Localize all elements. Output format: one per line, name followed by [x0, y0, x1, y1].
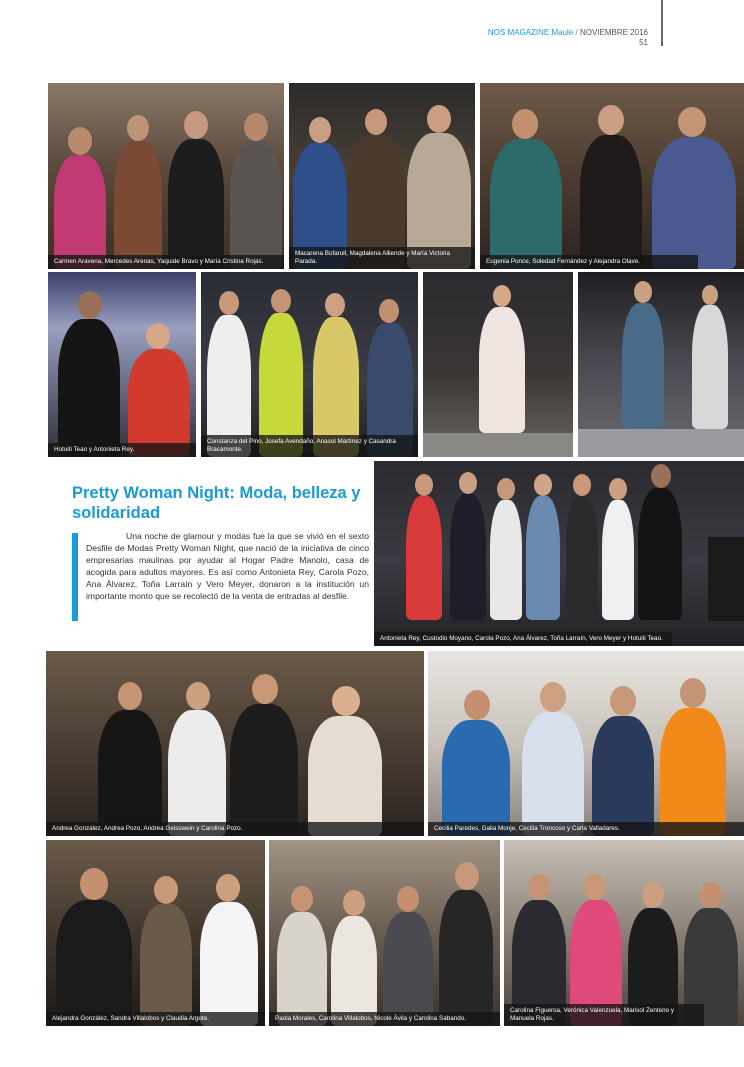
photo-caption: Eugenia Ponce, Soledad Fernández y Alejandra Olave.: [480, 255, 698, 269]
header-separator: /: [575, 28, 578, 37]
photo-6: [423, 272, 573, 457]
page-number: 51: [639, 38, 648, 47]
page-header: [488, 28, 648, 48]
photo-13: [504, 840, 744, 1026]
accent-bar: [72, 533, 78, 621]
photo-9: [46, 651, 424, 836]
article-body: Una noche de glamour y modas fue la que se vivió en el sexto Desfile de Modas Pretty Woman Night, que nació de la iniciativa de cinco empresarias maulinas por ayudar al Hogar Padre Manolo, casa de acogida para adultos mayores. Es así como Antonieta Rey, Carola Pozo, Ana Álvarez, Toña Larraín y Vero Meyer, donaron a la institución un importante monto que se recolectó de la venta de entradas al desfile.: [86, 531, 369, 602]
article-title: Pretty Woman Night: Moda, belleza y solidaridad: [72, 484, 361, 522]
photo-caption: Macarena Bofarull, Magdalena Alliende y María Victoria Parada.: [289, 247, 475, 269]
photo-10: [428, 651, 744, 836]
issue-date: NOVIEMBRE 2016: [579, 28, 648, 37]
photo-caption: Carolina Figueroa, Verónica Valenzuela, Marisol Zenteno y Manuela Rojas.: [504, 1004, 704, 1026]
photo-5: [201, 272, 418, 457]
photo-caption: Cecilia Paredes, Galia Monje, Cecilia Troncoso y Carla Valladares.: [428, 822, 744, 836]
photo-caption: Antonieta Rey, Custodio Moyano, Carola Pozo, Ana Álvarez, Toña Larraín, Vero Meyer y Hotuiti Teao.: [374, 632, 672, 646]
photo-caption: Alejandra González, Sandra Villalobos y Claudia Argote.: [46, 1012, 265, 1026]
photo-4: [48, 272, 196, 457]
photo-1: [48, 83, 284, 269]
photo-caption: Andrea González, Andrea Pozo, Andrea Geisswein y Carolina Pozo.: [46, 822, 424, 836]
photo-caption: Hotuiti Teao y Antonieta Rey.: [48, 443, 196, 457]
photo-3: [480, 83, 744, 269]
photo-8: [374, 461, 744, 646]
photo-caption: Constanza del Pino, Josefa Avendaño, Anasol Martínez y Casandra Bracamonte.: [201, 435, 418, 457]
photo-caption: Paola Morales, Carolina Villalobos, Nicole Ávila y Carolina Sabando.: [269, 1012, 500, 1026]
photo-12: [269, 840, 500, 1026]
photo-7: [578, 272, 744, 457]
photo-2: [289, 83, 475, 269]
photo-caption: Carmen Aravena, Mercedes Arenas, Yaquide Bravo y María Cristina Rojas.: [48, 255, 284, 269]
magazine-name: NOS MAGAZINE Maule: [487, 28, 574, 37]
header-rule: [661, 0, 663, 46]
photo-11: [46, 840, 265, 1026]
